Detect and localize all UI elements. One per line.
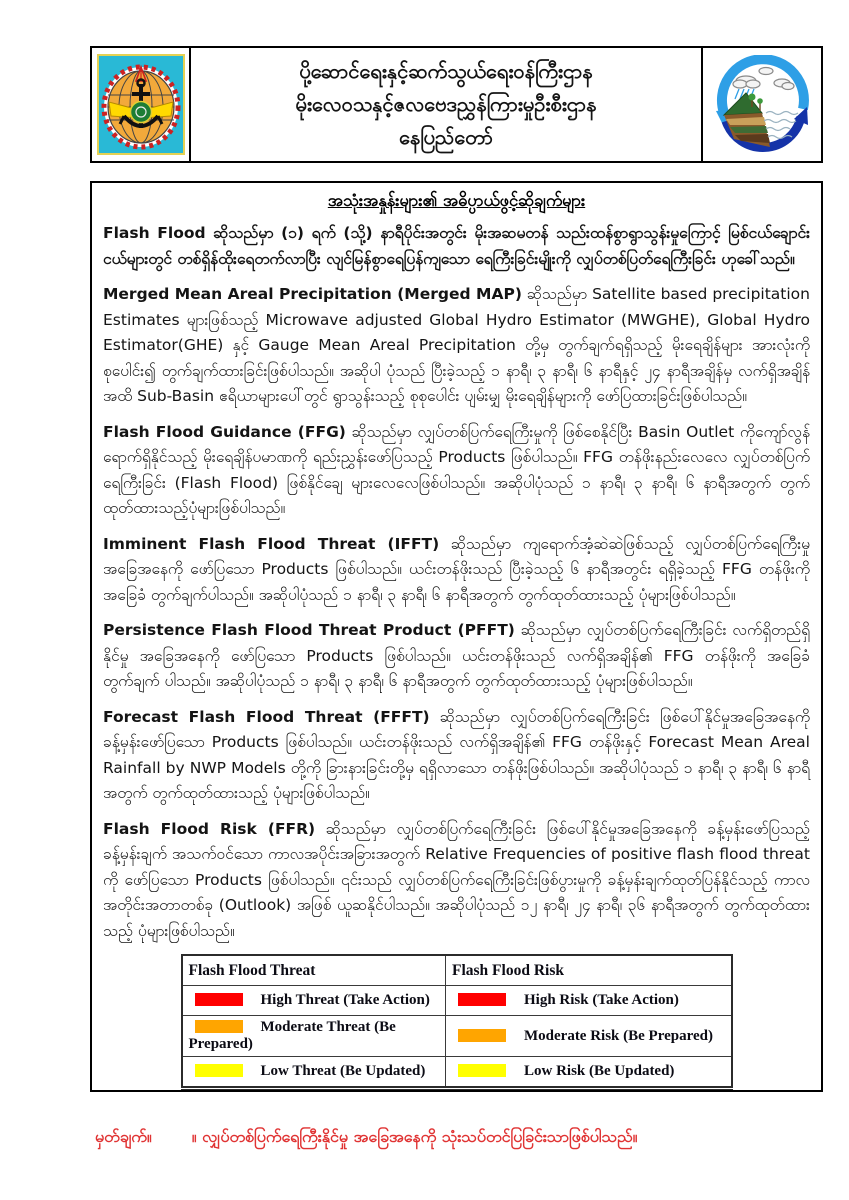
legend-row-low	[182, 1057, 732, 1089]
definition-text: ဆိုသည်မှာ (၁) ရက် (သို့) နာရီပိုင်းအတွင်း မိုးအဆမတန် သည်းထန်စွာရွာသွန်းမှုကြောင့် မြစ်ငယ်ချောင်းငယ်များတွင် တစ်ရှိန်ထိုးရေတက်လာပြီး လျင်မြန်စွာရေပြန်ကျသော ရေကြီးခြင်းမျိုးကို လျှပ်တစ်ပြတ်ရေကြီးခြင်း ဟုခေါ်သည်။	[103, 224, 811, 268]
header-left-logo-cell	[92, 48, 191, 161]
dmh-water-cycle-icon	[708, 55, 816, 155]
flash-flood-legend-table	[181, 954, 733, 1091]
term-pfft: Persistence Flash Flood Threat Product (PFFT)	[103, 621, 515, 639]
ministry-seal-icon	[97, 54, 185, 155]
term-ffg: Flash Flood Guidance (FFG)	[103, 422, 346, 441]
high-threat-color-swatch	[195, 993, 243, 1006]
header-ministry-line: ပို့ဆောင်ရေးနှင့်ဆက်သွယ်ရေးဝန်ကြီးဌာန	[299, 59, 593, 83]
definition-text: ဆိုသည်မှာ လျှပ်တစ်ပြက်ရေကြီးခြင်း ဖြစ်ပေါ်နိုင်မှုအခြေအနေကို ခန့်မှန်းဖော်ပြသော Products ဖြစ်ပါသည်။ ယင်းတန်ဖိုးသည် လက်ရှိအချိန်၏ FFG တန်ဖိုးနှင့် Forecast Mean Areal Rainfall by NWP Models တို့ကို ခြားနားခြင်းတို့မှ ရရှိလာသော တန်ဖိုးဖြစ်ပါသည်။ အဆိုပါပုံသည် ၁ နာရီ၊ ၃ နာရီ၊ ၆ နာရီအတွက် တွက်ထုတ်ထားသည့် ပုံများဖြစ်ပါသည်။	[103, 707, 811, 802]
definition-text: ဆိုသည်မှာ လျှပ်တစ်ပြက်ရေကြီးခြင်း ဖြစ်ပေါ်နိုင်မှုအခြေအနေကို ခန့်မှန်းဖော်ပြသည့် ခန့်မှန်းချက် အသက်ဝင်သော ကာလအပိုင်းအခြားအတွက် Relative Frequencies of positive flash flood threat ကို ဖော်ပြသော Products ဖြစ်ပါသည်။ ၎င်းသည် လျှပ်တစ်ပြက်ရေကြီးခြင်းဖြစ်ပွားမှုကို ခန့်မှန်းချက်ထုတ်ပြန်နိုင်သည့် ကာလအတိုင်းအတာတစ်ခု (Outlook) အဖြစ် ယူဆနိုင်ပါသည်။ အဆိုပါပုံသည် ၁၂ နာရီ၊ ၂၄ နာရီ၊ ၃၆ နာရီအတွက် တွက်ထုတ်ထားသည့် ပုံများဖြစ်ပါသည်။	[103, 819, 810, 940]
term-ffft: Forecast Flash Flood Threat (FFFT)	[103, 707, 430, 726]
header-department-line: မိုးလေဝသနှင့်ဇလဗေဒညွှန်ကြားမှုဦးစီးဌာန	[295, 92, 597, 116]
definition-ffft	[103, 705, 810, 807]
definition-text: ဆိုသည်မှာ လျှပ်တစ်ပြက်ရေကြီးခြင်း လက်ရှိတည်ရှိနိုင်မှု အခြေအနေကို ဖော်ပြသော Products ဖြစ်ပါသည်။ ယင်းတန်ဖိုးသည် လက်ရှိအချိန်၏ FFG တန်ဖိုးကို အခြေခံတွက်ချက် ပါသည်။ အဆိုပါပုံသည် ၁ နာရီ၊ ၃ နာရီ၊ ၆ နာရီအတွက် တွက်ထုတ်ထားသည့် ပုံများဖြစ်ပါသည်။	[103, 621, 810, 690]
low-threat-color-swatch	[195, 1064, 243, 1077]
legend-col-risk: Flash Flood Risk	[446, 955, 732, 986]
low-threat-label: Low Threat (Be Updated)	[260, 1063, 426, 1079]
moderate-risk-color-swatch	[458, 1029, 506, 1042]
term-ifft: Imminent Flash Flood Threat (IFFT)	[103, 534, 440, 553]
moderate-risk-label: Moderate Risk (Be Prepared)	[524, 1027, 713, 1044]
definition-ffg	[103, 420, 810, 522]
definition-ifft	[103, 532, 810, 609]
term-ffr: Flash Flood Risk (FFR)	[103, 819, 316, 838]
legend-row-moderate	[182, 1016, 732, 1057]
definition-merged-map	[103, 282, 810, 410]
legend-header-row	[182, 955, 732, 986]
low-risk-label: Low Risk (Be Updated)	[524, 1063, 675, 1079]
term-merged-map: Merged Mean Areal Precipitation (Merged MAP)	[103, 285, 522, 303]
header-table	[90, 46, 823, 163]
definition-text: ဆိုသည်မှာ လျှပ်တစ်ပြက်ရေကြီးမှုကို ဖြစ်စေနိုင်ပြီး Basin Outlet ကိုကျော်လွန်ရောက်ရှိနိုင်သည့် မိုးရေချိန်ပမာဏကို ရည်းညွှန်းဖော်ပြသည့် Products ဖြစ်ပါသည်။ FFG တန်ဖိုးနည်းလေလေ လျှပ်တစ်ပြက်ရေကြီးခြင်း (Flash Flood) ဖြစ်နိုင်ချေ များလေလေဖြစ်ပါသည်။ အဆိုပါပုံသည် ၁ နာရီ၊ ၃ နာရီ၊ ၆ နာရီအတွက် တွက်ထုတ်ထားသည့်ပုံများဖြစ်ပါသည်။	[103, 422, 810, 517]
definitions-box	[90, 181, 823, 1092]
high-risk-label: High Risk (Take Action)	[524, 992, 679, 1008]
term-flash-flood: Flash Flood	[103, 224, 206, 242]
header-title-cell	[191, 48, 703, 161]
high-risk-color-swatch	[458, 993, 506, 1006]
legend-col-threat: Flash Flood Threat	[182, 955, 446, 986]
moderate-threat-color-swatch	[195, 1020, 243, 1033]
moderate-threat-label: Moderate Threat (Be Prepared)	[188, 1019, 396, 1052]
high-threat-label: High Threat (Take Action)	[260, 992, 430, 1008]
remark-text: ။ လျှပ်တစ်ပြက်ရေကြီးနိုင်မှု အခြေအနေကို သုံးသပ်တင်ပြခြင်းသာဖြစ်ပါသည်။	[191, 1127, 638, 1146]
legend-row-high	[182, 986, 732, 1016]
header-city-line: နေပြည်တော်	[399, 125, 493, 149]
definition-text: ဆိုသည်မှာ Satellite based precipitation Estimates များဖြစ်သည့် Microwave adjusted Global Hydro Estimator (MWGHE), Global Hydro Estimator(GHE) နှင့် Gauge Mean Areal Precipitation တို့မှ တွက်ချက်ရရှိသည့် မိုးရေချိန်များ အားလုံးကိုစုပေါင်း၍ တွက်ချက်ထားခြင်းဖြစ်ပါသည်။ အဆိုပါ ပုံသည် ပြီးခဲ့သည့် ၁ နာရီ၊ ၃ နာရီ၊ ၆ နာရီနှင့် ၂၄ နာရီအချိန်မှ လက်ရှိအချိန်အထိ Sub-Basin ဧရိယာများပေါ်တွင် ရွာသွန်းသည့် စုစုပေါင်း ပျမ်းမျှ မိုးရေချိန်များကို ဖော်ပြထားခြင်းဖြစ်ပါသည်။	[103, 285, 810, 405]
definition-text: ဆိုသည်မှာ ကျရောက်အံ့ဆဲဆဲဖြစ်သည့် လျှပ်တစ်ပြက်ရေကြီးမှု အခြေအနေကို ဖော်ပြသော Products ဖြစ်ပါသည်။ ယင်းတန်ဖိုးသည် ပြီးခဲ့သည့် ၆ နာရီအတွင်း ရရှိခဲ့သည့် FFG တန်ဖိုးကို အခြေခံ တွက်ချက်ပါသည်။ အဆိုပါပုံသည် ၁ နာရီ၊ ၃ နာရီ၊ ၆ နာရီအတွက် တွက်ထုတ်ထားသည့် ပုံများဖြစ်ပါသည်။	[103, 534, 810, 604]
definition-ffr	[103, 817, 810, 945]
remark-label: မှတ်ချက်။	[95, 1127, 152, 1146]
remark-note	[95, 1124, 795, 1150]
definition-flash-flood	[103, 221, 810, 272]
low-risk-color-swatch	[458, 1064, 506, 1077]
definition-pfft	[103, 618, 810, 695]
header-right-logo-cell	[703, 48, 821, 161]
definitions-title: အသုံးအနှုန်းများ၏ အဓိပ္ပာယ်ဖွင့်ဆိုချက်များ	[327, 191, 586, 210]
